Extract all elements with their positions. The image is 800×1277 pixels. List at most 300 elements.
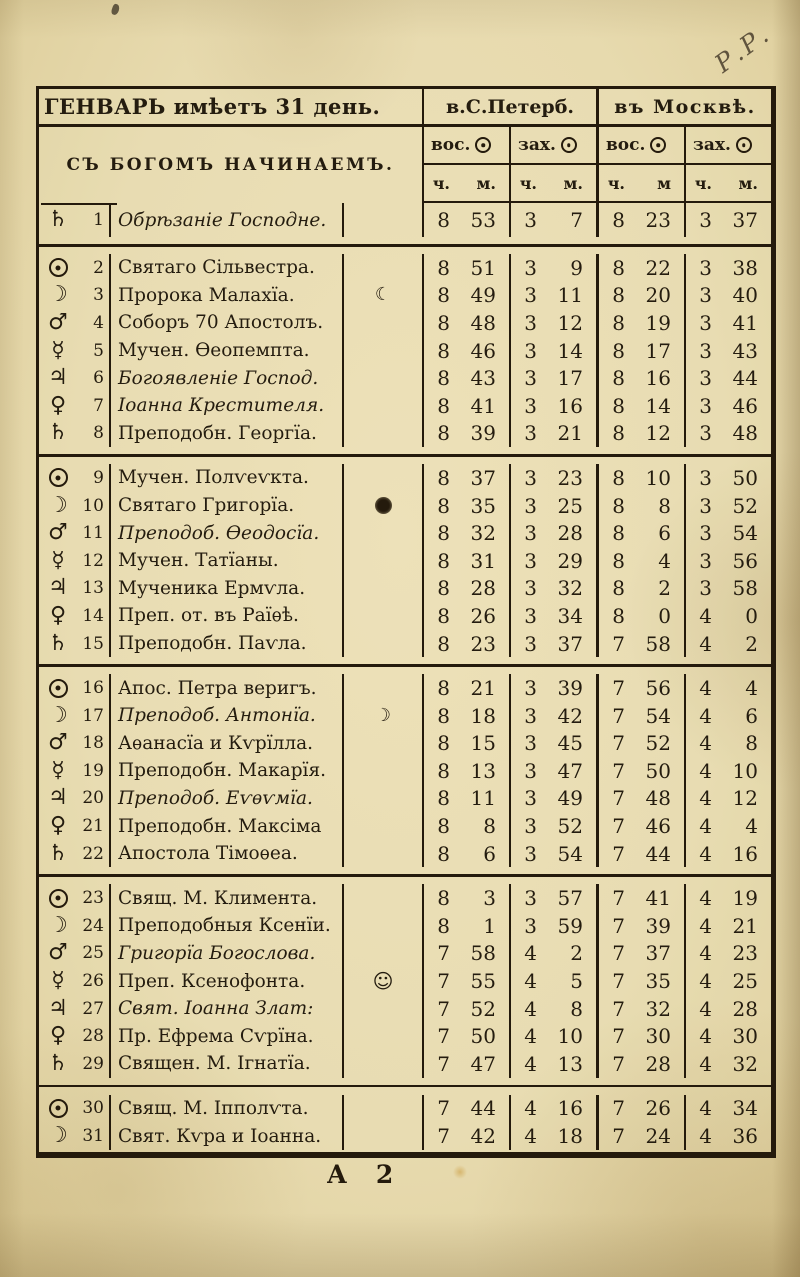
- jupiter-icon: ♃: [48, 995, 68, 1021]
- moscow-sunset-time: 4 4: [699, 814, 758, 839]
- spb-sunset-time: 3 28: [511, 519, 599, 547]
- day-number: 27: [77, 995, 111, 1023]
- sun-icon: [49, 258, 68, 277]
- spb-sunset-time: 3 32: [511, 575, 599, 603]
- calendar-row: [39, 547, 771, 575]
- calendar-row: [39, 575, 771, 603]
- day-number: 2: [77, 254, 111, 282]
- day-number: 14: [77, 602, 111, 630]
- calendar-row: [39, 912, 771, 940]
- mars-icon: ♂: [48, 520, 68, 546]
- spb-sunset-time: 3 37: [511, 630, 599, 658]
- jupiter-icon: ♃: [48, 365, 68, 391]
- spb-sunrise-time: 8 11: [424, 785, 511, 813]
- moscow-sunrise-time: 7 46: [599, 812, 686, 840]
- saint-name: Свят. Іоанна Злат:: [111, 995, 344, 1023]
- moon-phase-cell: [344, 1122, 424, 1150]
- moscow-sunrise-time: 8 4: [599, 547, 686, 575]
- sun-icon: [49, 468, 68, 487]
- moscow-sunrise-header: вос.: [599, 127, 686, 163]
- moscow-sunset-time: 4 30: [699, 1024, 758, 1049]
- spb-sunrise-time: 8 41: [424, 392, 511, 420]
- spb-sunrise-time: 8 23: [424, 630, 511, 658]
- spb-sunrise-time: 8 46: [424, 337, 511, 365]
- minutes-label: м.: [738, 173, 758, 193]
- day-number: 22: [77, 840, 111, 868]
- spb-sunset-time: 3 14: [511, 337, 599, 365]
- moscow-sunset-time: 4 25: [699, 969, 758, 994]
- spb-sunset-header: зах.: [511, 127, 599, 163]
- moscow-sunrise-time: 7 50: [599, 757, 686, 785]
- moscow-sunset-time: 3 44: [699, 366, 758, 391]
- moscow-sunset-time: 4 6: [699, 703, 758, 728]
- spb-sunrise-time: 8 8: [424, 812, 511, 840]
- venus-icon: ♀: [49, 1023, 67, 1049]
- calendar-row: [39, 674, 771, 702]
- moscow-sunset-time: 4 4: [699, 676, 758, 701]
- hour-minute-labels: [424, 165, 771, 203]
- day-number: 24: [77, 912, 111, 940]
- hours-label: ч.: [607, 173, 625, 193]
- hours-label: ч.: [432, 173, 450, 193]
- sun-icon: [49, 679, 68, 698]
- sun-icon: [475, 137, 491, 153]
- venus-icon: ♀: [49, 602, 67, 628]
- spb-sunrise-units: [424, 165, 511, 201]
- moscow-sunset-time: 3 41: [699, 310, 758, 335]
- moon-phase-cell: [344, 364, 424, 392]
- venus-icon: ♀: [49, 392, 67, 418]
- jupiter-icon: ♃: [48, 575, 68, 601]
- moon-phase-cell: [344, 420, 424, 448]
- day-number: 20: [77, 785, 111, 813]
- mercury-icon: ☿: [51, 547, 65, 573]
- calendar-row: [39, 840, 771, 868]
- saint-name: Свящ. М. Іпполѵта.: [111, 1095, 344, 1123]
- moscow-sunset-time: 3 43: [699, 338, 758, 363]
- minutes-label: м.: [563, 173, 583, 193]
- moon-phase-cell: [344, 995, 424, 1023]
- spb-sunset-time: 3 23: [511, 464, 599, 492]
- saturn-icon: ♄: [48, 420, 68, 446]
- saint-name: Преподобныя Ксенїи.: [111, 912, 344, 940]
- saturn-icon: ♄: [48, 1050, 68, 1076]
- calendar-row: [39, 282, 771, 310]
- saint-name: Григорїа Богослова.: [111, 940, 344, 968]
- spb-sunrise-time: 8 49: [424, 282, 511, 310]
- moscow-sunrise-time: 7 37: [599, 940, 686, 968]
- moon-icon: ☽: [48, 912, 68, 938]
- moscow-sunrise-time: 7 32: [599, 995, 686, 1023]
- venus-icon: ♀: [49, 813, 67, 839]
- week-divider: [39, 447, 771, 464]
- spb-sunrise-time: 8 37: [424, 464, 511, 492]
- saint-name: Преп. Ксенофонта.: [111, 967, 344, 995]
- mercury-icon: ☿: [51, 968, 65, 994]
- moscow-sunrise-time: 7 52: [599, 730, 686, 758]
- saint-name: Пр. Ефрема Сѵрїна.: [111, 1022, 344, 1050]
- moscow-sunrise-time: 7 26: [599, 1095, 686, 1123]
- moscow-sunrise-units: [599, 165, 686, 201]
- moscow-sunrise-time: 7 58: [599, 630, 686, 658]
- spb-sunrise-time: 7 50: [424, 1022, 511, 1050]
- hours-label: ч.: [519, 173, 537, 193]
- minutes-label: м: [657, 173, 671, 193]
- spb-sunrise-time: 8 28: [424, 575, 511, 603]
- moscow-sunrise-time: 7 30: [599, 1022, 686, 1050]
- moscow-sunset-time: 4 23: [699, 941, 758, 966]
- mars-icon: ♂: [48, 730, 68, 756]
- crescent-moon-icon: ☾: [344, 282, 424, 310]
- calendar-row: [39, 702, 771, 730]
- saint-name: Аѳанасїа и Кѵрїлла.: [111, 730, 344, 758]
- moon-phase-cell: [344, 940, 424, 968]
- day-number: 31: [77, 1122, 111, 1150]
- saint-name: Преподобн. Паѵла.: [111, 630, 344, 658]
- saint-name: Преподобн. Максіма: [111, 812, 344, 840]
- mercury-icon: ☿: [51, 337, 65, 363]
- week-divider: [39, 237, 771, 254]
- moscow-sunrise-time: 7 44: [599, 840, 686, 868]
- moscow-sunset-time: 3 37: [699, 208, 758, 232]
- calendar-row: [39, 757, 771, 785]
- moscow-sunrise-time: 8 19: [599, 309, 686, 337]
- moscow-column-header: въ Москвѣ.: [614, 96, 756, 118]
- calendar-row: [39, 420, 771, 448]
- spb-column-header: в.С.Петерб.: [424, 89, 599, 124]
- saint-name: Преподоб. Еѵѳѵмїа.: [111, 785, 344, 813]
- hours-label: ч.: [694, 173, 712, 193]
- saint-name: Апос. Петра веригъ.: [111, 674, 344, 702]
- spb-sunset-time: 4 18: [511, 1122, 599, 1150]
- calendar-row: [39, 492, 771, 520]
- moscow-sunset-time: 4 34: [699, 1096, 758, 1121]
- moon-phase-cell: [344, 203, 424, 237]
- moscow-sunset-time: 3 52: [699, 493, 758, 518]
- sun-icon: [650, 137, 666, 153]
- spb-sunrise-time: 8 48: [424, 309, 511, 337]
- moscow-sunset-time: 4 8: [699, 731, 758, 756]
- saint-name: Святаго Сільвестра.: [111, 254, 344, 282]
- moon-phase-cell: [344, 519, 424, 547]
- saturn-icon: ♄: [48, 840, 68, 866]
- dark-disc-icon: [344, 492, 424, 520]
- spb-sunrise-time: 7 44: [424, 1095, 511, 1123]
- calendar-row: [39, 967, 771, 995]
- moscow-sunrise-time: 7 48: [599, 785, 686, 813]
- moon-phase-cell: [344, 309, 424, 337]
- spb-sunset-time: 3 57: [511, 884, 599, 912]
- moscow-sunset-time: 4 10: [699, 758, 758, 783]
- moscow-sunset-time: 4 16: [699, 841, 758, 866]
- spb-sunset-time: 3 59: [511, 912, 599, 940]
- moon-phase-cell: [344, 392, 424, 420]
- saint-name: Мучен. Татїаны.: [111, 547, 344, 575]
- moscow-sunset-time: 4 36: [699, 1124, 758, 1149]
- spb-sunrise-time: 8 21: [424, 674, 511, 702]
- calendar-row: [39, 364, 771, 392]
- spb-sunrise-time: 7 52: [424, 995, 511, 1023]
- moscow-sunset-time: 4 32: [699, 1051, 758, 1076]
- spb-sunrise-header: вос.: [424, 127, 511, 163]
- spb-sunrise-time: 8 53: [424, 203, 511, 237]
- day-number: 29: [77, 1050, 111, 1078]
- moon-phase-cell: [344, 337, 424, 365]
- moon-phase-cell: [344, 730, 424, 758]
- moscow-sunrise-time: 8 22: [599, 254, 686, 282]
- spb-sunset-time: 3 34: [511, 602, 599, 630]
- day-number: 12: [77, 547, 111, 575]
- day-number: 23: [77, 884, 111, 912]
- saint-name: Обрѣзаніе Господне.: [111, 203, 344, 237]
- moscow-sunset-time: 3 50: [699, 465, 758, 490]
- calendar-row: [39, 1022, 771, 1050]
- moscow-sunrise-time: 7 39: [599, 912, 686, 940]
- calendar-row: [39, 254, 771, 282]
- saint-name: Іоанна Крестителя.: [111, 392, 344, 420]
- spb-sunrise-time: 8 43: [424, 364, 511, 392]
- spb-sunrise-time: 7 55: [424, 967, 511, 995]
- day-number: 26: [77, 967, 111, 995]
- table-header-row: [39, 89, 771, 127]
- day-number: 21: [77, 812, 111, 840]
- spb-sunset-time: 3 7: [511, 203, 599, 237]
- moon-phase-cell: [344, 575, 424, 603]
- saint-name: Мучен. Полѵеѵкта.: [111, 464, 344, 492]
- moon-phase-cell: [344, 812, 424, 840]
- rows: [39, 203, 771, 1152]
- page-title: ГЕНВАРЬ имѣетъ 31 день.: [39, 89, 424, 124]
- mars-icon: ♂: [48, 940, 68, 966]
- moon-icon: ☽: [48, 702, 68, 728]
- calendar-row: [39, 519, 771, 547]
- moscow-sunset-time: 3 58: [699, 576, 758, 601]
- mars-icon: ♂: [48, 309, 68, 335]
- day-number: 1: [77, 203, 111, 237]
- moscow-sunrise-time: 8 0: [599, 602, 686, 630]
- spb-sunset-time: 3 21: [511, 420, 599, 448]
- calendar-row: [39, 602, 771, 630]
- moscow-sunset-time: 3 40: [699, 283, 758, 308]
- moscow-sunset-time: 4 12: [699, 786, 758, 811]
- day-number: 4: [77, 309, 111, 337]
- moscow-sunrise-time: 8 17: [599, 337, 686, 365]
- day-number: 11: [77, 519, 111, 547]
- sun-icon: [39, 257, 77, 279]
- moscow-sunset-time: 3 56: [699, 548, 758, 573]
- calendar-row: [39, 309, 771, 337]
- moon-icon: ☽: [48, 1123, 68, 1149]
- mercury-icon: ☿: [51, 757, 65, 783]
- calendar-row: [39, 884, 771, 912]
- moon-phase-cell: [344, 547, 424, 575]
- signature-mark: А 2: [326, 1160, 404, 1189]
- day-number: 8: [77, 420, 111, 448]
- calendar-row: [39, 464, 771, 492]
- day-number: 5: [77, 337, 111, 365]
- sun-icon: [39, 677, 77, 699]
- moon-phase-cell: [344, 464, 424, 492]
- moscow-sunset-time: 4 21: [699, 913, 758, 938]
- calendar-row: [39, 203, 771, 237]
- day-number: 13: [77, 575, 111, 603]
- day-number: 25: [77, 940, 111, 968]
- saint-name: Соборъ 70 Апостолъ.: [111, 309, 344, 337]
- moscow-sunrise-time: 7 56: [599, 674, 686, 702]
- calendar-row: [39, 630, 771, 658]
- day-number: 6: [77, 364, 111, 392]
- day-number: 7: [77, 392, 111, 420]
- sun-icon: [736, 137, 752, 153]
- spb-sunset-time: 3 49: [511, 785, 599, 813]
- spb-sunrise-time: 7 47: [424, 1050, 511, 1078]
- moscow-sunrise-time: 8 16: [599, 364, 686, 392]
- spb-sunset-time: 4 8: [511, 995, 599, 1023]
- day-number: 16: [77, 674, 111, 702]
- calendar-row: [39, 940, 771, 968]
- moon-phase-cell: [344, 757, 424, 785]
- spb-sunset-time: 3 47: [511, 757, 599, 785]
- moscow-sunset-time: 3 48: [699, 421, 758, 446]
- moon-phase-cell: [344, 1095, 424, 1123]
- saint-name: Преп. от. въ Раїѳѣ.: [111, 602, 344, 630]
- spb-sunset-time: 3 39: [511, 674, 599, 702]
- moon-phase-cell: [344, 254, 424, 282]
- spb-sunset-time: 3 9: [511, 254, 599, 282]
- spb-sunset-time: 3 42: [511, 702, 599, 730]
- saint-name: Преподобн. Макарїя.: [111, 757, 344, 785]
- saint-name: Святаго Григорїа.: [111, 492, 344, 520]
- sun-icon: [49, 1099, 68, 1118]
- calendar-row: [39, 337, 771, 365]
- moon-icon: ☽: [48, 492, 68, 518]
- day-number: 18: [77, 730, 111, 758]
- spb-sunrise-time: 8 1: [424, 912, 511, 940]
- saint-name: Преподобн. Георгїа.: [111, 420, 344, 448]
- moscow-sunset-time: 4 2: [699, 631, 758, 656]
- day-number: 9: [77, 464, 111, 492]
- moon-phase-cell: [344, 674, 424, 702]
- moscow-sunset-time: 3 38: [699, 255, 758, 280]
- moscow-sunrise-time: 8 23: [599, 203, 686, 237]
- moon-phase-cell: [344, 630, 424, 658]
- spb-sunset-time: 4 10: [511, 1022, 599, 1050]
- moscow-sunset-time: 4 19: [699, 886, 758, 911]
- day-number: 15: [77, 630, 111, 658]
- day-number: 28: [77, 1022, 111, 1050]
- saint-name: Мучен. Ѳеопемпта.: [111, 337, 344, 365]
- calendar-table: [36, 86, 776, 1158]
- spb-sunset-units: [511, 165, 599, 201]
- saint-name: Преподоб. Антонїа.: [111, 702, 344, 730]
- sun-icon: [39, 1097, 77, 1119]
- spb-sunrise-time: 8 35: [424, 492, 511, 520]
- sun-icon: [561, 137, 577, 153]
- day-number: 10: [77, 492, 111, 520]
- moon-phase-cell: [344, 912, 424, 940]
- spb-sunrise-time: 8 26: [424, 602, 511, 630]
- saint-name: Преподоб. Ѳеодосїа.: [111, 519, 344, 547]
- saint-name: Пророка Малахїа.: [111, 282, 344, 310]
- moscow-sunset-time: 4 0: [699, 603, 758, 628]
- spb-sunset-time: 3 54: [511, 840, 599, 868]
- sun-icon: [49, 889, 68, 908]
- saint-name: Мученика Ермѵла.: [111, 575, 344, 603]
- saturn-icon: ♄: [48, 207, 68, 232]
- moon-phase-cell: [344, 602, 424, 630]
- spb-sunrise-time: 8 39: [424, 420, 511, 448]
- moscow-sunrise-time: 8 10: [599, 464, 686, 492]
- calendar-row: [39, 392, 771, 420]
- moscow-sunset-time: 3 54: [699, 521, 758, 546]
- moscow-sunrise-time: 8 14: [599, 392, 686, 420]
- spb-sunset-time: 3 12: [511, 309, 599, 337]
- moon-phase-cell: [344, 840, 424, 868]
- moscow-sunrise-time: 8 2: [599, 575, 686, 603]
- ink-speck: [110, 3, 120, 16]
- spb-sunrise-time: 8 51: [424, 254, 511, 282]
- moon-icon: ☽: [48, 282, 68, 308]
- calendar-row: [39, 1050, 771, 1078]
- calendar-row: [39, 785, 771, 813]
- day-number: 3: [77, 282, 111, 310]
- invocation: СЪ БОГОМЪ НАЧИНАЕМЪ.: [39, 127, 424, 203]
- moscow-sunset-time: 4 28: [699, 996, 758, 1021]
- spb-sunset-time: 4 16: [511, 1095, 599, 1123]
- week-divider: [39, 1078, 771, 1095]
- moscow-sunrise-time: 8 6: [599, 519, 686, 547]
- spb-sunset-time: 3 45: [511, 730, 599, 758]
- spb-sunrise-time: 8 15: [424, 730, 511, 758]
- spb-sunset-time: 3 16: [511, 392, 599, 420]
- sun-icon: [39, 887, 77, 909]
- moon-phase-cell: [344, 785, 424, 813]
- table-subheader-row: [39, 127, 771, 203]
- moscow-sunset-header: зах.: [686, 127, 771, 163]
- face-disc-icon: ☺: [344, 967, 424, 995]
- day-number: 19: [77, 757, 111, 785]
- week-divider: [39, 867, 771, 884]
- moscow-sunset-time: 3 46: [699, 393, 758, 418]
- waning-crescent-icon: ☽: [344, 702, 424, 730]
- handwritten-mark: Р.Р.: [709, 18, 777, 79]
- day-number: 30: [77, 1095, 111, 1123]
- moon-phase-cell: [344, 1050, 424, 1078]
- spb-sunset-time: 3 17: [511, 364, 599, 392]
- sun-icon: [39, 467, 77, 489]
- saint-name: Свят. Кѵра и Іоанна.: [111, 1122, 344, 1150]
- moon-phase-cell: [344, 884, 424, 912]
- spb-sunrise-time: 8 3: [424, 884, 511, 912]
- day-number: 17: [77, 702, 111, 730]
- spb-sunrise-time: 8 18: [424, 702, 511, 730]
- moscow-sunrise-time: 7 28: [599, 1050, 686, 1078]
- spb-sunset-time: 3 11: [511, 282, 599, 310]
- saturn-icon: ♄: [48, 630, 68, 656]
- week-divider: [39, 657, 771, 674]
- moscow-sunrise-time: 8 20: [599, 282, 686, 310]
- header-dash: [41, 203, 117, 205]
- calendar-row: [39, 995, 771, 1023]
- saint-name: Свящ. М. Климента.: [111, 884, 344, 912]
- saint-name: Богоявленіе Господ.: [111, 364, 344, 392]
- moscow-sunrise-time: 7 24: [599, 1122, 686, 1150]
- spb-sunrise-time: 8 31: [424, 547, 511, 575]
- minutes-label: м.: [476, 173, 496, 193]
- spb-sunset-time: 4 2: [511, 940, 599, 968]
- calendar-row: [39, 1095, 771, 1123]
- saint-name: Священ. М. Ігнатїа.: [111, 1050, 344, 1078]
